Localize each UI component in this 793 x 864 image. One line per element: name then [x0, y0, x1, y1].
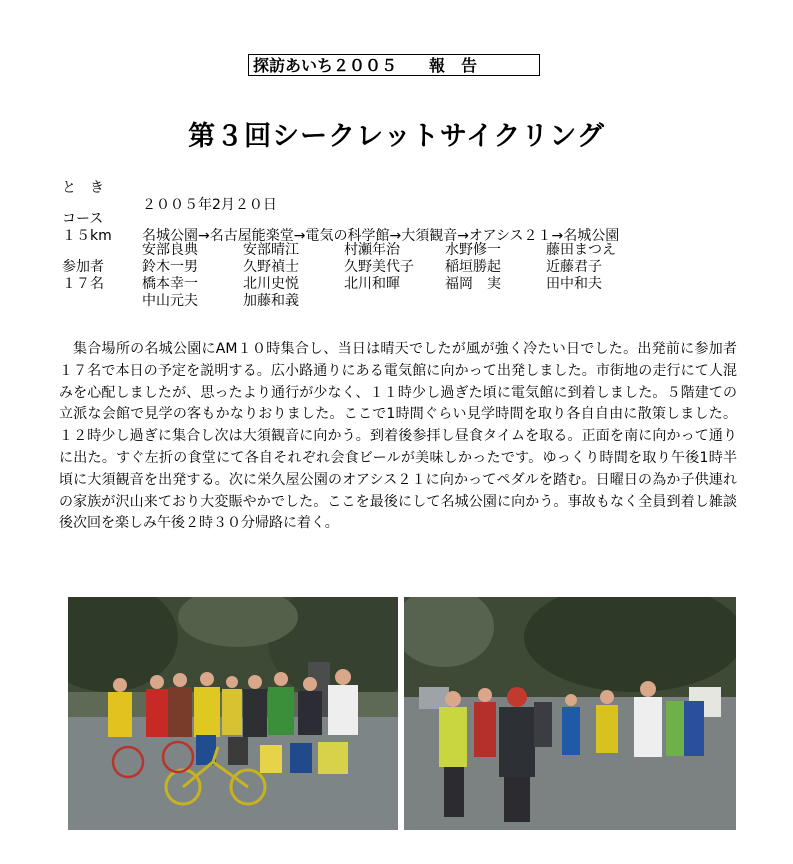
- participant-name: 水野修一: [445, 242, 501, 258]
- participant-name: 中山元夫: [142, 293, 198, 309]
- participant-name: 村瀬年治: [344, 242, 400, 258]
- report-header-box: 探訪あいち２００５ 報 告: [248, 54, 540, 76]
- participant-name: 北川和暉: [344, 276, 400, 292]
- course-route: 名城公園→名古屋能楽堂→電気の科学館→大須観音→オアシス２１→名城公園: [142, 228, 620, 244]
- participant-name: 近藤君子: [546, 259, 602, 275]
- course-distance: １５km: [62, 228, 112, 244]
- date-label: と き: [62, 180, 104, 196]
- participant-name: 藤田まつえ: [546, 242, 616, 258]
- participants-label: 参加者: [62, 259, 104, 275]
- group-photo: [68, 597, 398, 830]
- participant-name: 久野美代子: [344, 259, 414, 275]
- report-body: 集合場所の名城公園にAM１０時集合し、当日は晴天でしたが風が強く冷たい日でした。出発前に参加者１７名で本日の予定を説明する。広小路通りにある電気館に向かって出発しました。市街地の走行にて人混みを心配しましたが、思ったより通行が少なく、１１時少し過ぎた頃に電気館に到着しました。５階建ての立派な会館で見学の客もかなりおりました。ここで1時間ぐらい見学時間を取り各自自由に散策しました。１２時少し過ぎに集合し次は大須観音に向かう。到着後参拝し昼食タイムを取る。正面を南に向かって通りに出た。すぐ左折の食堂にて各自それぞれ会食ビールが美味しかったです。ゆっくり時間を取り午後1時半頃に大須観音を出発する。次に栄久屋公園のオアシス２１に向かってペダルを踏む。日曜日の為か子供連れの家族が沢山来ており大変賑やかでした。ここを最後にして名城公園に向かう。事故もなく全員到着し雑談後次回を楽しみ午後２時３０分帰路に着く。: [59, 341, 737, 532]
- park-photo-image: [404, 597, 736, 830]
- participant-name: 加藤和義: [243, 293, 299, 309]
- participant-name: 安部晴江: [243, 242, 299, 258]
- page-title: 第３回シークレットサイクリング: [188, 121, 605, 152]
- date-value: ２００５年2月２０日: [142, 197, 277, 213]
- participant-name: 安部良典: [142, 242, 198, 258]
- participant-name: 久野禎士: [243, 259, 299, 275]
- park-photo: [404, 597, 736, 830]
- participants-count: １７名: [62, 276, 104, 292]
- participant-name: 橋本幸一: [142, 276, 198, 292]
- group-photo-image: [68, 597, 398, 830]
- participant-name: 稲垣勝起: [445, 259, 501, 275]
- participant-name: 北川史悦: [243, 276, 299, 292]
- course-label: コース: [62, 211, 104, 227]
- participant-name: 田中和夫: [546, 276, 602, 292]
- participant-name: 福岡 実: [445, 276, 501, 292]
- participant-name: 鈴木一男: [142, 259, 198, 275]
